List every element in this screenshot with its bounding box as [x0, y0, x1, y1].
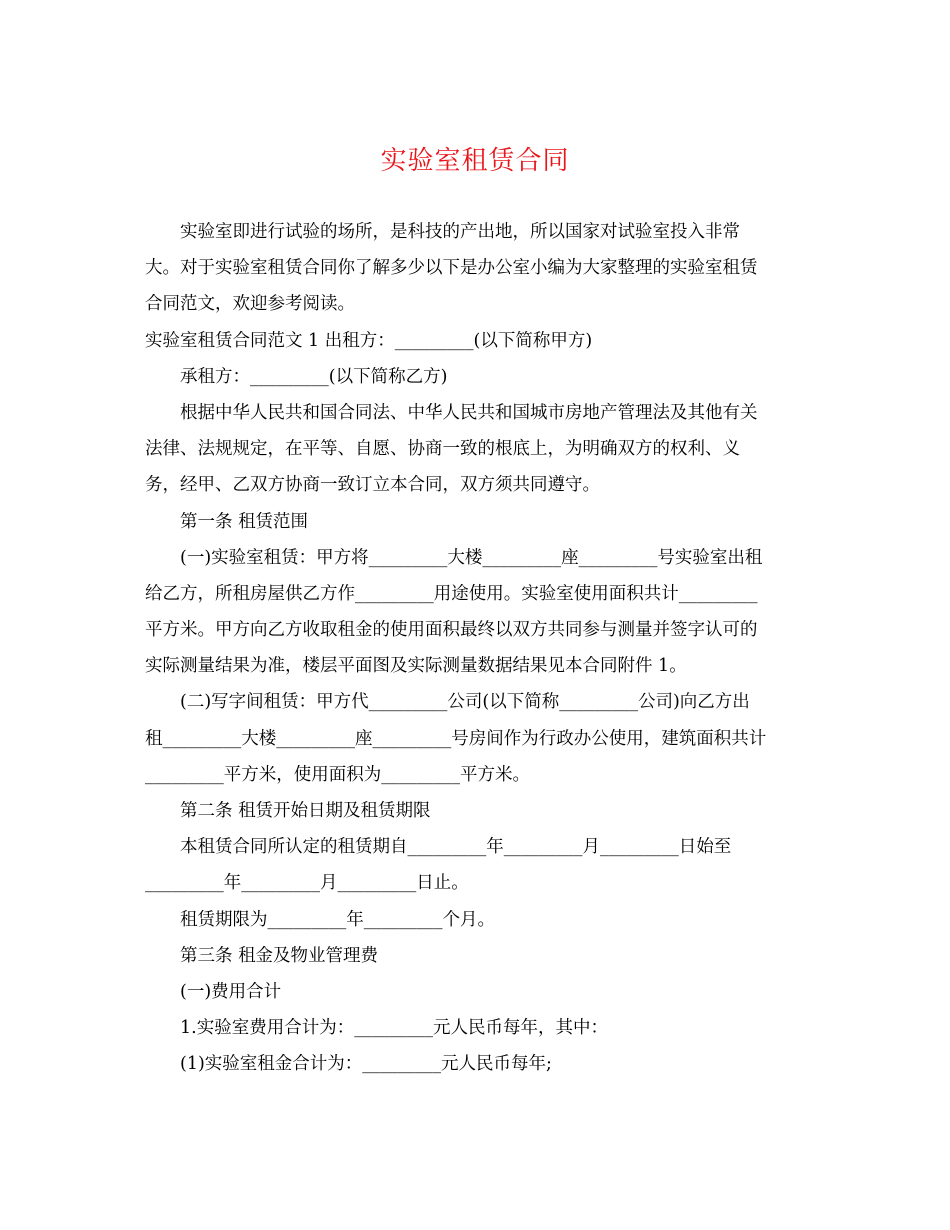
paragraph-line: 合同范文，欢迎参考阅读。 — [145, 294, 355, 315]
paragraph-line: 租_________大楼_________座_________号房间作为行政办公使用，建筑面积共计 — [145, 728, 767, 749]
section-heading: 第三条 租金及物业管理费 — [180, 945, 379, 966]
paragraph-line: 大。对于实验室租赁合同你了解多少以下是办公室小编为大家整理的实验室租赁 — [145, 258, 758, 279]
paragraph-line: 给乙方，所租房屋供乙方作_________用途使用。实验室使用面积共计_________ — [145, 583, 758, 604]
section-heading: 第一条 租赁范围 — [180, 511, 309, 532]
paragraph-line: 1.实验室费用合计为：_________元人民币每年，其中： — [180, 1018, 608, 1039]
paragraph-line: 法律、法规规定，在平等、自愿、协商一致的根底上，为明确双方的权利、义 — [145, 439, 740, 460]
section-heading: 第二条 租赁开始日期及租赁期限 — [180, 801, 431, 821]
paragraph-line: _________年_________月_________日止。 — [145, 873, 469, 894]
subsection-heading: (一)费用合计 — [180, 981, 282, 1002]
paragraph-line: 平方米。甲方向乙方收取租金的使用面积最终以双方共同参与测量并签字认可的 — [145, 620, 758, 641]
paragraph-line: (二)写字间租赁：甲方代_________公司(以下简称_________公司)向乙方出 — [180, 692, 750, 713]
paragraph-line: 根据中华人民共和国合同法、中华人民共和国城市房地产管理法及其他有关 — [180, 402, 758, 423]
paragraph-line: _________平方米，使用面积为_________平方米。 — [145, 764, 530, 785]
paragraph-line: 租赁期限为_________年_________个月。 — [180, 909, 495, 930]
document-body — [145, 214, 810, 1083]
paragraph-line: 实际测量结果为准，楼层平面图及实际测量数据结果见本合同附件 1。 — [145, 656, 687, 677]
paragraph-line: 本租赁合同所认定的租赁期自_________年_________月_________日始至 — [180, 837, 732, 858]
paragraph-line: 实验室即进行试验的场所，是科技的产出地，所以国家对试验室投入非常 — [180, 222, 740, 242]
document-title: 实验室租赁合同 — [380, 146, 570, 176]
paragraph-line: 务，经甲、乙双方协商一致订立本合同，双方须共同遵守。 — [145, 475, 600, 496]
paragraph-line: (1)实验室租金合计为：_________元人民币每年; — [180, 1054, 552, 1075]
paragraph-line: 实验室租赁合同范文 1 出租方：_________(以下简称甲方) — [145, 330, 593, 351]
paragraph-line: 承租方：_________(以下简称乙方) — [180, 366, 448, 387]
paragraph-line: (一)实验室租赁：甲方将_________大楼_________座_________号实验室出租 — [180, 547, 763, 568]
